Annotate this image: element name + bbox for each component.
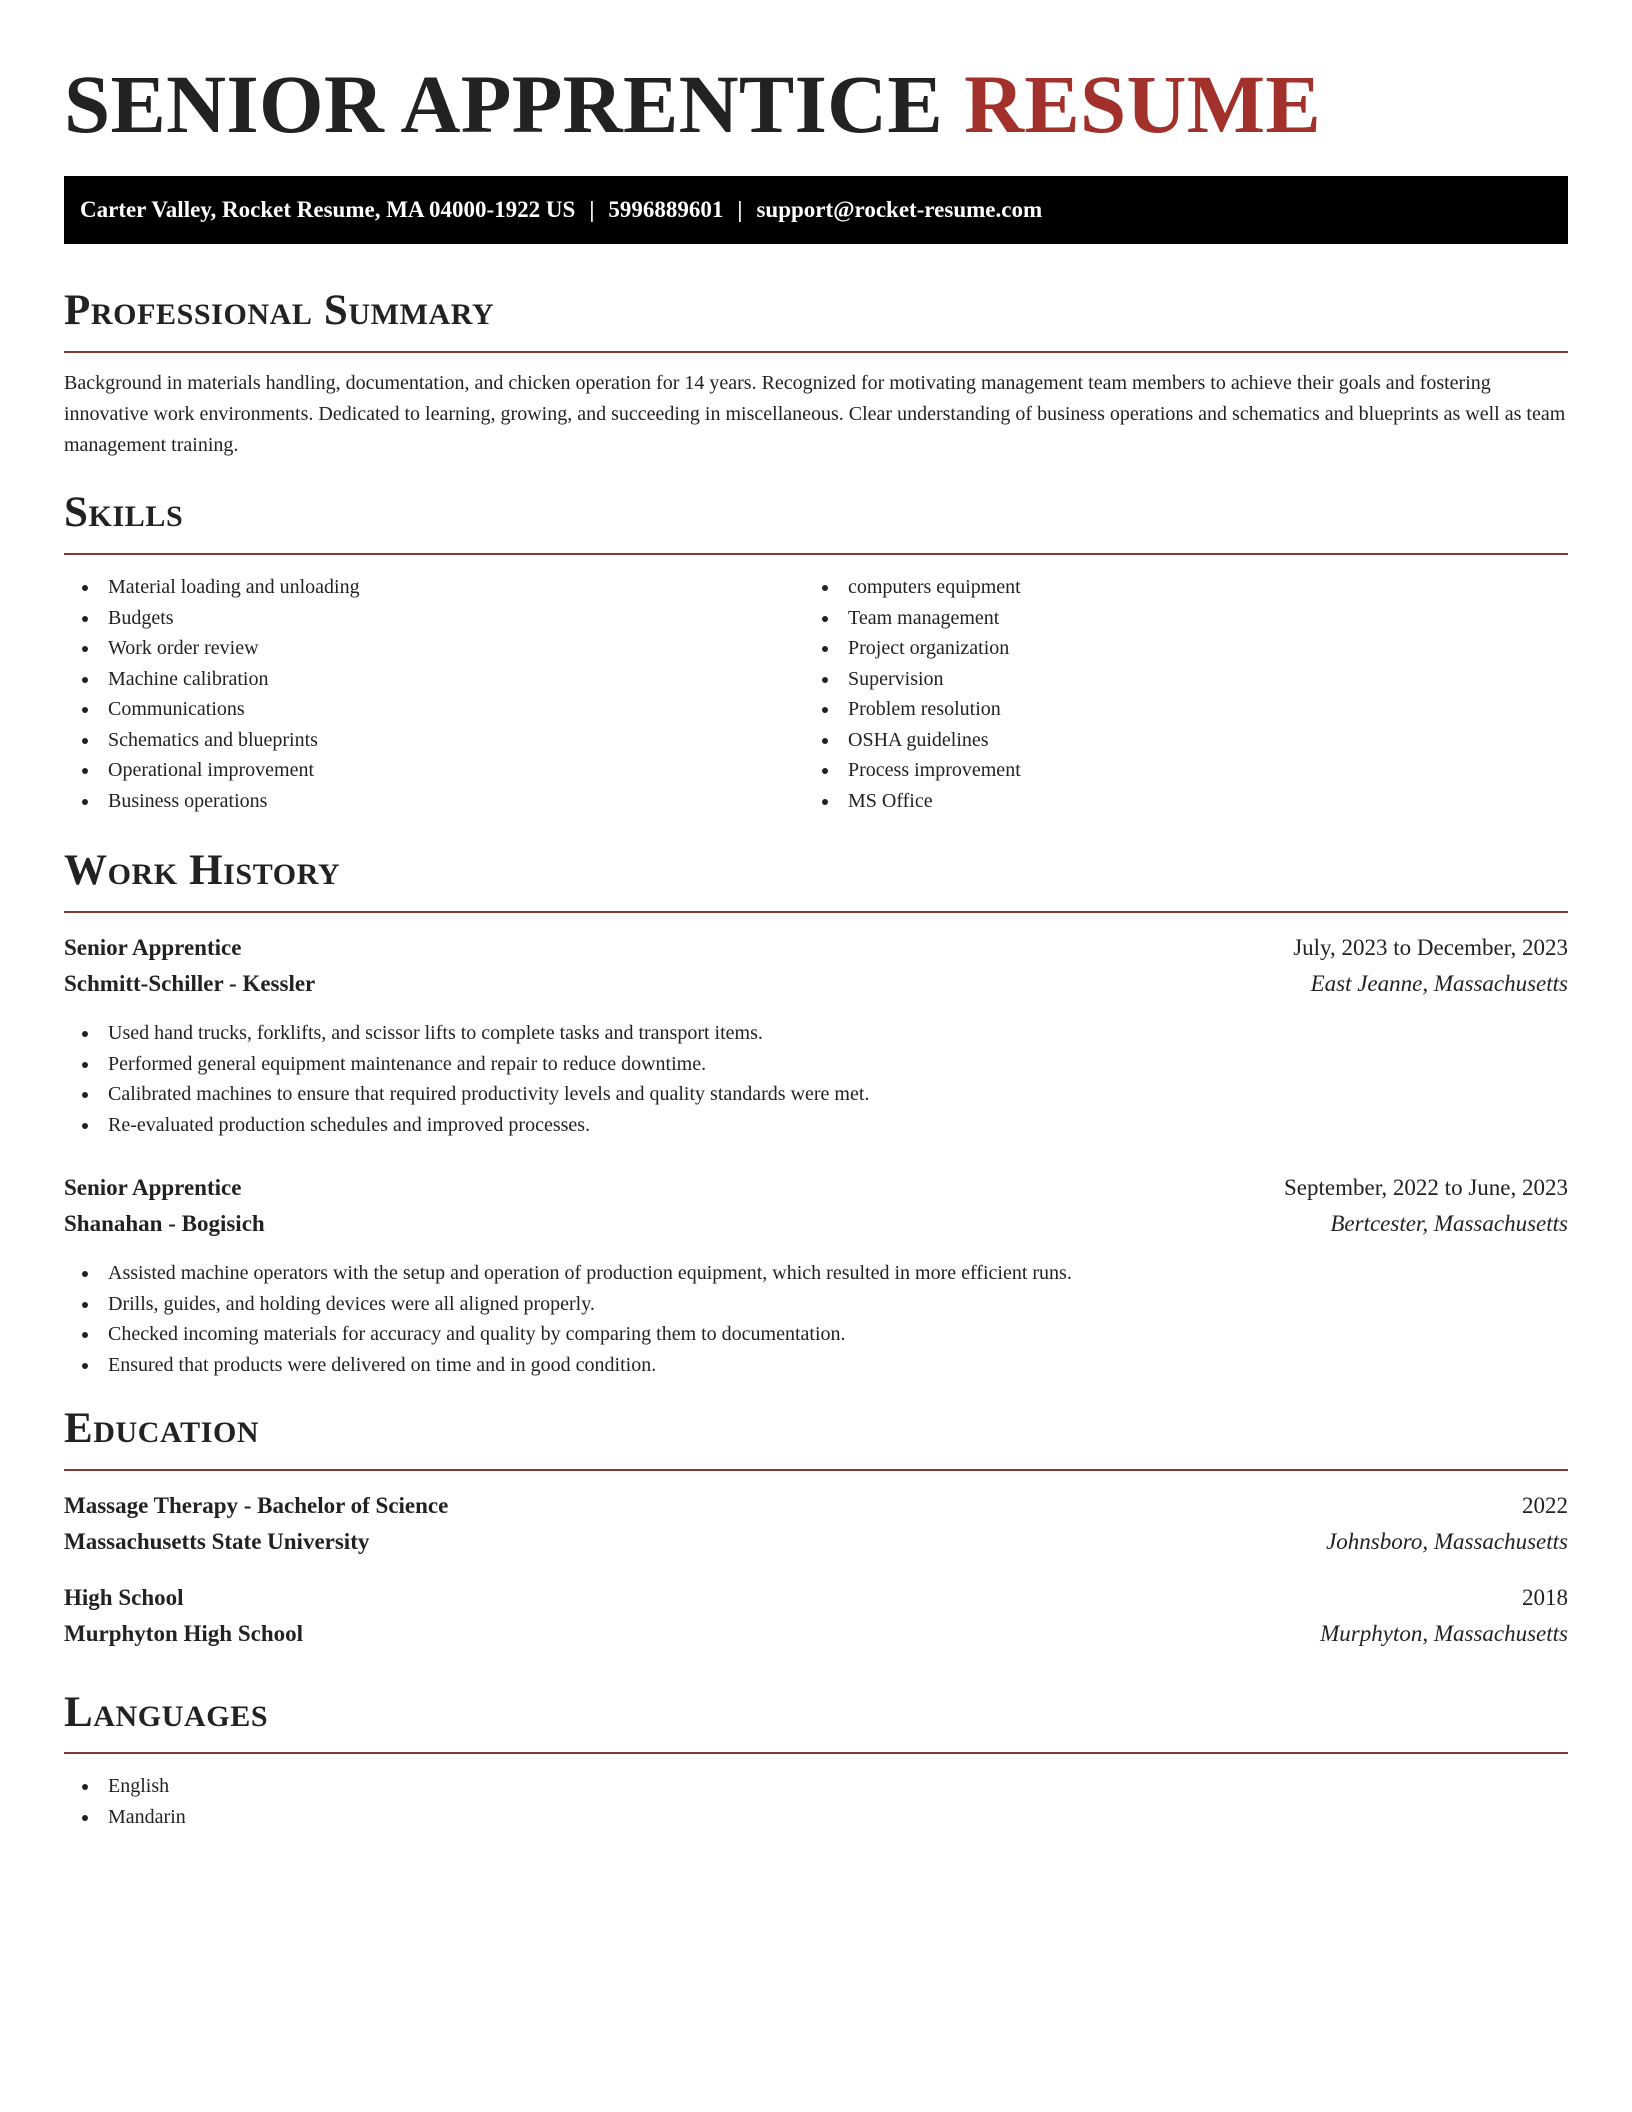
list-item: Performed general equipment maintenance and repair to reduce downtime. [64, 1049, 869, 1080]
job-title-row [64, 930, 1568, 966]
list-item: Process improvement [804, 755, 1021, 786]
contact-bar [64, 176, 1568, 244]
job-bullets [64, 1018, 869, 1140]
list-item: Used hand trucks, forklifts, and scissor lifts to complete tasks and transport items. [64, 1018, 869, 1049]
job-title: Senior Apprentice [64, 935, 242, 960]
list-item: Problem resolution [804, 694, 1021, 725]
summary-text: Background in materials handling, documentation, and chicken operation for 14 years. Recognized for motivating management team members to achieve their goals and fostering innovative work environments. Dedicated to learning, growing, and succeeding in miscellaneous. Clear understanding of business operations and schematics and blueprints as well as team management training. [64, 372, 1566, 456]
education-degree-row [64, 1488, 1568, 1524]
list-item: MS Office [804, 786, 1021, 817]
summary-heading: Professional Summary [64, 287, 495, 334]
contact-separator: | [737, 197, 743, 222]
job-company-row [64, 1206, 1568, 1242]
languages-heading: Languages [64, 1689, 269, 1736]
list-item: Business operations [64, 786, 360, 817]
job-title-row [64, 1170, 1568, 1206]
list-item: Work order review [64, 633, 360, 664]
skills-list-left [64, 572, 360, 816]
education-degree-row [64, 1580, 1568, 1616]
list-item: Material loading and unloading [64, 572, 360, 603]
job-title: Senior Apprentice [64, 1175, 242, 1200]
list-item: Calibrated machines to ensure that required productivity levels and quality standards were met. [64, 1079, 869, 1110]
education-year: 2018 [1522, 1585, 1568, 1610]
job-company: Shanahan - Bogisich [64, 1211, 265, 1236]
title-accent: RESUME [964, 58, 1322, 150]
education-degree: High School [64, 1585, 184, 1610]
list-item: computers equipment [804, 572, 1021, 603]
list-item: Checked incoming materials for accuracy and quality by comparing them to documentation. [64, 1319, 1072, 1350]
contact-address: Carter Valley, Rocket Resume, MA 04000-1922 US [80, 197, 576, 222]
title-main: SENIOR APPRENTICE [64, 58, 944, 150]
education-school-row [64, 1524, 1568, 1560]
list-item: Machine calibration [64, 664, 360, 695]
work-heading: Work History [64, 847, 341, 894]
skills-divider [64, 553, 1568, 555]
list-item: Re-evaluated production schedules and improved processes. [64, 1110, 869, 1141]
education-heading: Education [64, 1405, 260, 1452]
job-dates: July, 2023 to December, 2023 [1293, 935, 1568, 960]
list-item: Assisted machine operators with the setup and operation of production equipment, which resulted in more efficient runs. [64, 1258, 1072, 1289]
education-year: 2022 [1522, 1493, 1568, 1518]
education-school-row [64, 1616, 1568, 1652]
languages-list [64, 1771, 186, 1832]
skills-list-right [804, 572, 1021, 816]
list-item: Ensured that products were delivered on time and in good condition. [64, 1350, 1072, 1381]
education-school: Murphyton High School [64, 1621, 303, 1646]
contact-separator: | [589, 197, 595, 222]
work-divider [64, 911, 1568, 913]
contact-phone: 5996889601 [608, 197, 724, 222]
contact-email: support@rocket-resume.com [756, 197, 1043, 222]
list-item: Operational improvement [64, 755, 360, 786]
skills-heading: Skills [64, 489, 184, 536]
list-item: Drills, guides, and holding devices were all aligned properly. [64, 1289, 1072, 1320]
education-school: Massachusetts State University [64, 1529, 370, 1554]
list-item: OSHA guidelines [804, 725, 1021, 756]
education-location: Johnsboro, Massachusetts [1326, 1529, 1568, 1554]
education-divider [64, 1469, 1568, 1471]
job-bullets [64, 1258, 1072, 1380]
job-location: Bertcester, Massachusetts [1330, 1211, 1568, 1236]
job-company: Schmitt-Schiller - Kessler [64, 971, 316, 996]
list-item: Communications [64, 694, 360, 725]
list-item: Schematics and blueprints [64, 725, 360, 756]
list-item: English [64, 1771, 186, 1802]
job-location: East Jeanne, Massachusetts [1310, 971, 1568, 996]
job-dates: September, 2022 to June, 2023 [1284, 1175, 1568, 1200]
languages-divider [64, 1752, 1568, 1754]
list-item: Mandarin [64, 1802, 186, 1833]
education-degree: Massage Therapy - Bachelor of Science [64, 1493, 449, 1518]
list-item: Team management [804, 603, 1021, 634]
list-item: Budgets [64, 603, 360, 634]
education-location: Murphyton, Massachusetts [1320, 1621, 1568, 1646]
list-item: Project organization [804, 633, 1021, 664]
job-company-row [64, 966, 1568, 1002]
summary-divider [64, 351, 1568, 353]
resume-title [64, 58, 1321, 150]
list-item: Supervision [804, 664, 1021, 695]
